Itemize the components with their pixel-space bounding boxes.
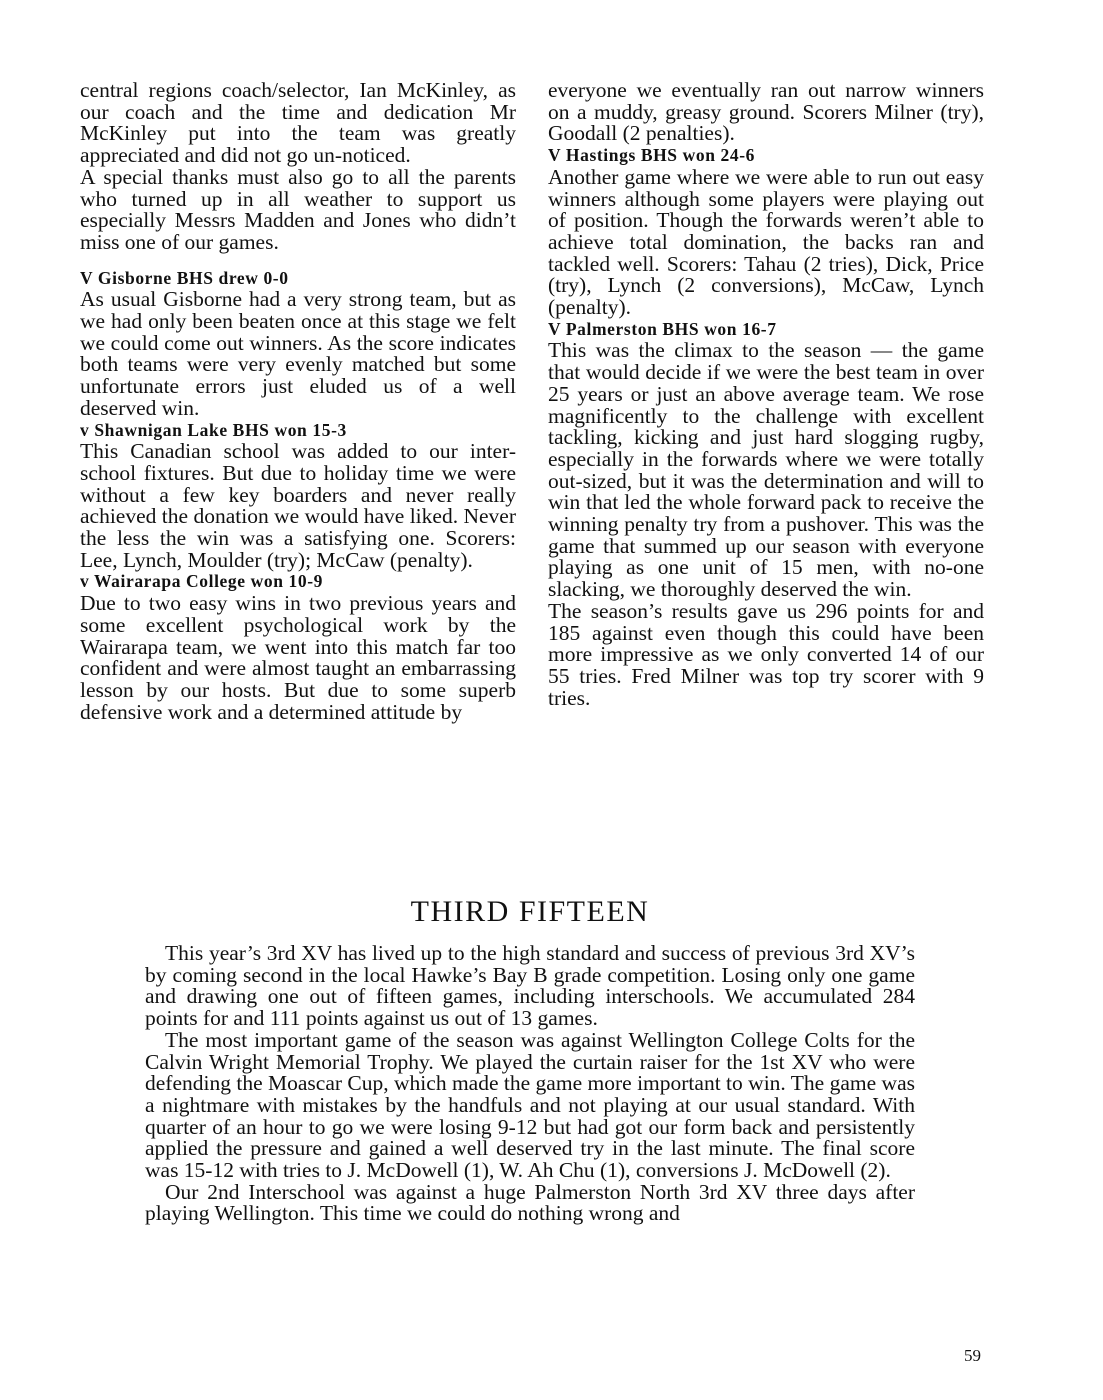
right-column bbox=[548, 80, 984, 709]
match-report-continuation: everyone we eventually ran out narrow winners on a muddy, greasy ground. Scorers Milner (try), Goodall (2 penalties). bbox=[548, 78, 984, 146]
season-summary: The season’s results gave us 296 points for and 185 against even though this could have been more impressive as we only converted 14 of our 55 tries. Fred Milner was top try scorer with 9 tries. bbox=[548, 598, 984, 710]
match-heading: V Palmerston BHS won 16-7 bbox=[548, 318, 777, 339]
match-entry-hastings bbox=[548, 145, 984, 319]
match-entry-wairarapa bbox=[80, 571, 516, 723]
section-paragraph: The most important game of the season was against Wellington College Colts for the Calvin Wright Memorial Trophy. We played the curtain raiser for the 1st XV who were defending the Moascar Cup, which made the game more important to win. The game was a nightmare with mistakes by the handfuls and not playing at our usual standard. With quarter of an hour to go we were losing 9-12 but had got our form back and persistently applied the pressure and gained a well deserved try in the last minute. The final score was 15-12 with tries to J. McDowell (1), W. Ah Chu (1), conversions J. McDowell (2). bbox=[145, 1027, 915, 1183]
third-fifteen-section bbox=[145, 895, 915, 1225]
section-paragraph: This year’s 3rd XV has lived up to the high standard and success of previous 3rd XV’s by coming second in the local Hawke’s Bay B grade competition. Losing only one game and drawing one out of fifteen games, including interschools. We accumulated 284 points for and 111 points against us out of 13 games. bbox=[145, 941, 915, 1031]
page-number: 59 bbox=[964, 1346, 981, 1365]
match-report: This Canadian school was added to our inter-school fixtures. But due to holiday time we were without a few key boarders and never really achieved the donation we would have liked. Never the less the win was a satisfying one. Scorers: Lee, Lynch, Moulder (try); McCaw (penalty). bbox=[80, 439, 516, 572]
match-report: This was the climax to the season — the game that would decide if we were the best team in over 25 years or just an above average team. We rose magnificently to the challenge with excellent tackling, kicking and just hard slogging rugby, especially in the forwards where we were totally out-sized, but it was the determination and will to win that led the whole forward pack to receive the winning penalty try from a pushover. This was the game that summed up our season with everyone playing as one unit of 15 men, with no-one slacking, we thoroughly deserved the win. bbox=[548, 338, 984, 602]
section-title: THIRD FIFTEEN bbox=[410, 895, 650, 928]
match-report: As usual Gisborne had a very strong team, but as we had only been beaten once at this stage we felt we could come out winners. As the score indicates both teams were very evenly matched but some unfortunate errors just eluded us of a well deserved win. bbox=[80, 287, 516, 420]
intro-paragraph: central regions coach/selector, Ian McKinley, as our coach and the time and dedication Mr McKinley put into the team was greatly appreciated and did not go un-noticed. bbox=[80, 78, 516, 168]
match-heading: V Gisborne BHS drew 0-0 bbox=[80, 267, 289, 288]
match-entry-palmerston bbox=[548, 319, 984, 710]
left-column bbox=[80, 80, 516, 723]
match-entry-shawnigan bbox=[80, 420, 516, 572]
match-report: Due to two easy wins in two previous years and some excellent psychological work by the Wairarapa team, we went into this match far too confident and were almost taught an embarrassing lesson by our hosts. But due to some superb defensive work and a determined attitude by bbox=[80, 591, 516, 724]
match-report: Another game where we were able to run out easy winners although some players were playing out of position. Though the forwards weren’t able to achieve total domination, the backs ran and tackled well. Scorers: Tahau (2 tries), Dick, Price (try), Lynch (2 conversions), McCaw, Lynch (penalty). bbox=[548, 164, 984, 320]
match-heading: v Wairarapa College won 10-9 bbox=[80, 571, 323, 592]
match-heading: v Shawnigan Lake BHS won 15-3 bbox=[80, 419, 347, 440]
section-paragraph: Our 2nd Interschool was against a huge Palmerston North 3rd XV three days after playing Wellington. This time we could do nothing wrong and bbox=[145, 1179, 915, 1226]
match-entry-gisborne bbox=[80, 268, 516, 420]
match-heading: V Hastings BHS won 24-6 bbox=[548, 145, 755, 166]
intro-paragraph: A special thanks must also go to all the parents who turned up in all weather to support us especially Messrs Madden and Jones who didn’t miss one of our games. bbox=[80, 164, 516, 254]
